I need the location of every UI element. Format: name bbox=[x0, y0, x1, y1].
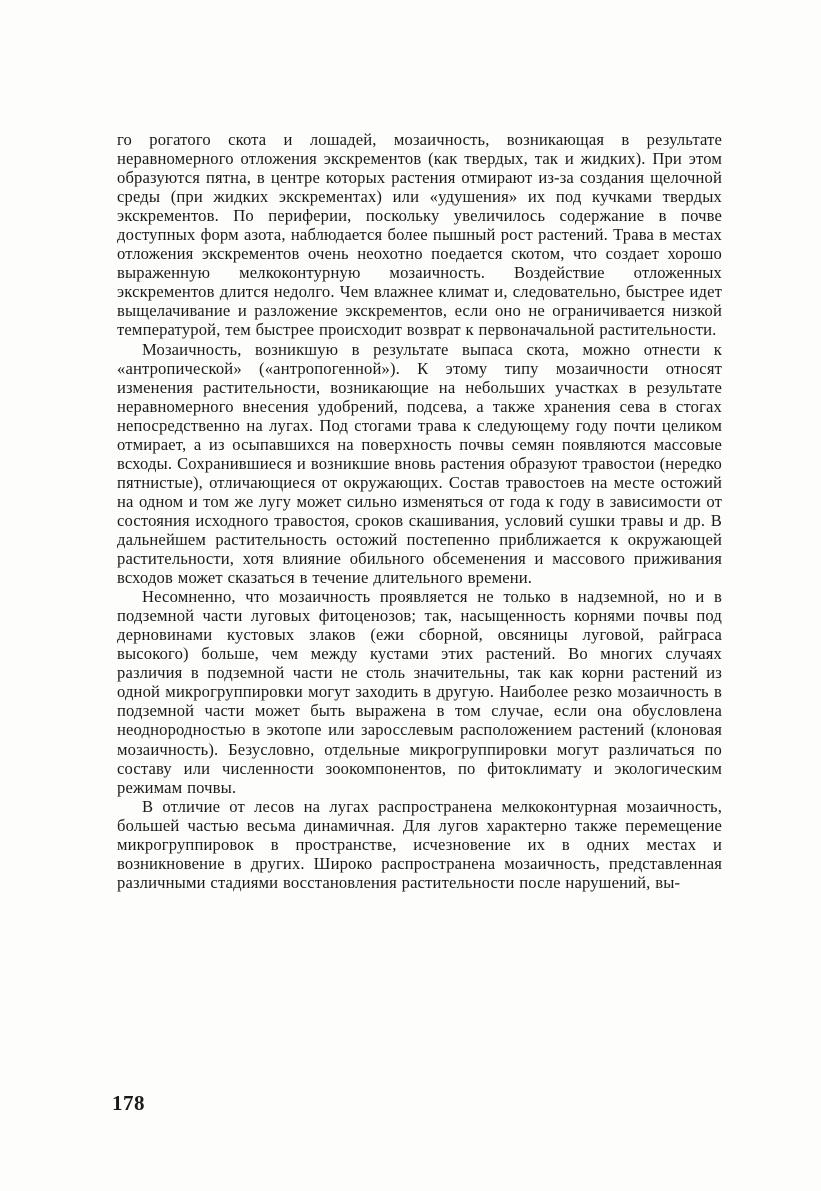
paragraph-underground-mosaic: Несомненно, что мозаичность проявляется не только в надземной, но и в подземной части луговых фитоценозов; так, насыщенность корнями почвы под дерновинами кустовых злаков (ежи сборной, овсяницы луговой, райграса высокого) больше, чем между кустами этих растений. Во многих случаях различия в подземной части не столь значительны, так как корни растений из одной микрогруппировки могут заходить в другую. Наиболее резко мозаичность в подземной части может быть выражена в том случае, если она обусловлена неоднородностью в экотопе или заросслевым расположением растений (клоновая мозаичность). Безусловно, отдельные микрогруппировки могут различаться по составу или численности зоокомпонентов, по фитоклимату и экологическим режимам почвы. bbox=[117, 587, 722, 797]
paragraph-continuation: го рогатого скота и лошадей, мозаичность, возникающая в результате неравномерного отложения экскрементов (как твердых, так и жидких). При этом образуются пятна, в центре которых растения отмирают из-за создания щелочной среды (при жидких экскрементах) или «удушения» их под кучками твердых экскрементов. По периферии, поскольку увеличилось содержание в почве доступных форм азота, наблюдается более пышный рост растений. Трава в местах отложения экскрементов очень неохотно поедается скотом, что создает хорошо выраженную мелкоконтурную мозаичность. Воздействие отложенных экскрементов длится недолго. Чем влажнее климат и, следовательно, быстрее идет выщелачивание и разложение экскрементов, если оно не ограничивается низкой температурой, тем быстрее происходит возврат к первоначальной растительности. bbox=[117, 130, 722, 340]
page-number: 178 bbox=[112, 1091, 145, 1115]
body-text bbox=[117, 130, 722, 892]
paragraph-meadow-mosaic: В отличие от лесов на лугах распространена мелкоконтурная мозаичность, большей частью весьма динамичная. Для лугов характерно также перемещение микрогруппировок в пространстве, исчезновение их в одних местах и возникновение в других. Широко распространена мозаичность, представленная различными стадиями восстановления растительности после нарушений, вы- bbox=[117, 796, 722, 892]
paragraph-grazing-mosaic: Мозаичность, возникшую в результате выпаса скота, можно отнести к «антропической» («антропогенной»). К этому типу мозаичности относят изменения растительности, возникающие на небольших участках в результате неравномерного внесения удобрений, подсева, а также хранения сева в стогах непосредственно на лугах. Под стогами трава к следующему году почти целиком отмирает, а из осыпавшихся на поверхность почвы семян появляются массовые всходы. Сохранившиеся и возникшие вновь растения образуют травостои (нередко пятнистые), отличающиеся от окружающих. Состав травостоев на месте остожий на одном и том же лугу может сильно изменяться от года к году в зависимости от состояния исходного травостоя, сроков скашивания, условий сушки травы и др. В дальнейшем растительность остожий постепенно приближается к окружающей растительности, хотя влияние обильного обсеменения и массового приживания всходов может сказаться в течение длительного времени. bbox=[117, 339, 722, 588]
